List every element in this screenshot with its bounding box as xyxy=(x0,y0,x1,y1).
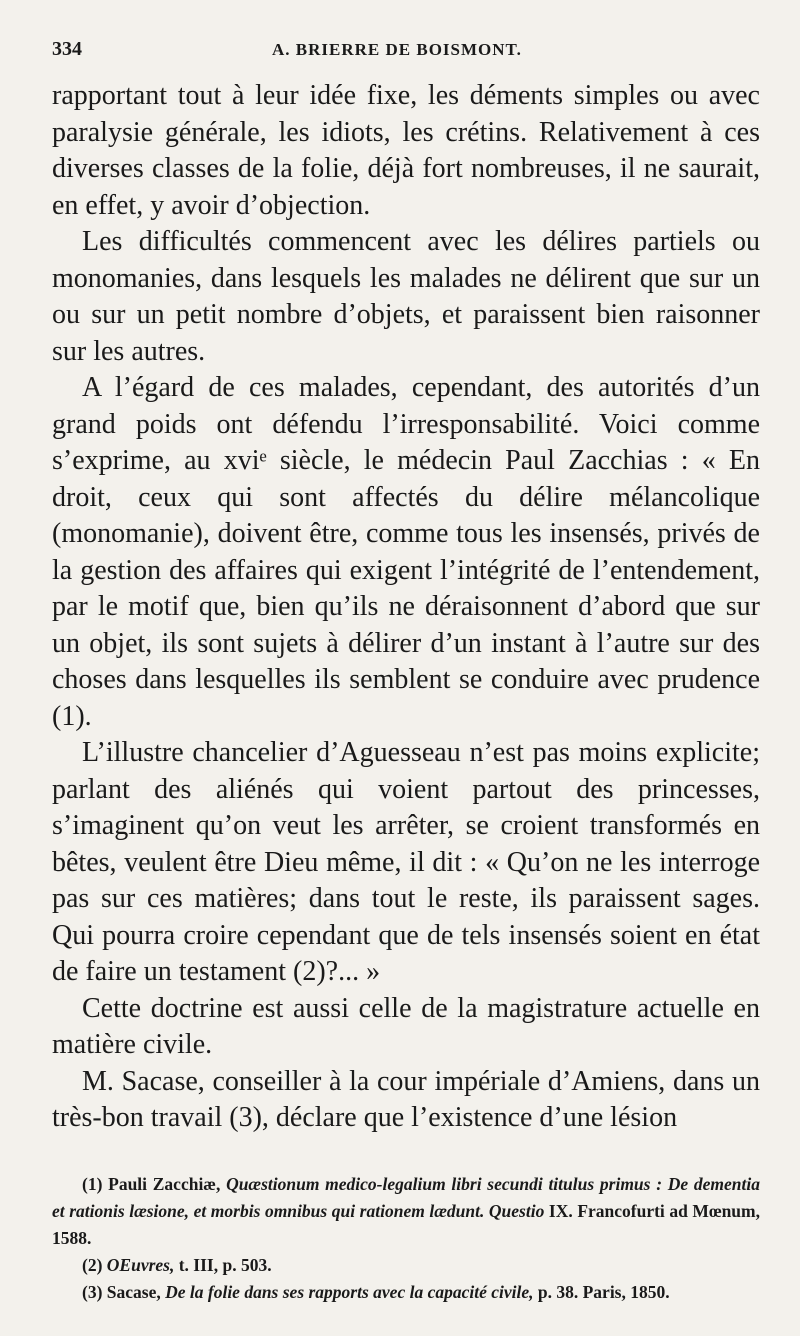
footnote-1-title: Quæstionum medico-legalium libri secundi titulus primus : De dementia et rationis læsione, et morbis omnibus qui rationem lædunt. Questio xyxy=(52,1173,760,1221)
page-header xyxy=(52,38,760,78)
paragraph-3: A l’égard de ces malades, cependant, des autorités d’un grand poids ont défendu l’irresponsabilité. Voici comme s’exprime, au xviᵉ siècle, le médecin Paul Zacchias : « En droit, ceux qui sont affectés du délire mélancolique (monomanie), doivent être, comme tous les insensés, privés de la gestion des affaires qui exigent l’intégrité de l’entendement, par le motif que, bien qu’ils ne déraisonnent d’abord que sur un objet, ils sont sujets à délirer d’un instant à l’autre sur des choses dans lesquelles ils semblent se conduire avec prudence (1). xyxy=(52,372,760,732)
page-number: 334 xyxy=(52,38,82,60)
footnote-2-title: OEuvres, xyxy=(106,1254,175,1275)
footnote-3-publication: p. 38. Paris, 1850. xyxy=(533,1281,670,1302)
footnote-1-publication: IX. Francofurti ad Mœnum, 1588. xyxy=(52,1200,760,1248)
footnote-3-source: (3) Sacase, xyxy=(82,1281,166,1302)
footnote-3 xyxy=(52,1279,760,1306)
body-text xyxy=(52,78,760,1137)
footnote-2 xyxy=(52,1252,760,1279)
paragraph-1: rapportant tout à leur idée fixe, les déments simples ou avec paralysie générale, les idiots, les crétins. Relativement à ces diverses classes de la folie, déjà fort nombreuses, il ne saurait, en effet, y avoir d’objection. xyxy=(52,80,760,221)
footnote-3-title: De la folie dans ses rapports avec la capacité civile, xyxy=(165,1281,534,1302)
paragraph-4: L’illustre chancelier d’Aguesseau n’est pas moins explicite; parlant des aliénés qui voient partout des princesses, s’imaginent qu’on veut les arrêter, se croient transformés en bêtes, veulent être Dieu même, il dit : « Qu’on ne les interroge pas sur ces matières; dans tout le reste, ils paraissent sages. Qui pourra croire cependant que de tels insensés soient en état de faire un testament (2)?... » xyxy=(52,737,760,987)
footnote-2-marker: (2) xyxy=(82,1254,107,1275)
paragraph-2: Les difficultés commencent avec les délires partiels ou monomanies, dans lesquels les malades ne délirent que sur un ou sur un petit nombre d’objets, et paraissent bien raisonner sur les autres. xyxy=(52,226,760,367)
running-head: A. BRIERRE DE BOISMONT. xyxy=(272,40,522,59)
paragraph-6: M. Sacase, conseiller à la cour impériale d’Amiens, dans un très-bon travail (3), déclare que l’existence d’une lésion xyxy=(52,1065,760,1133)
paragraph-5: Cette doctrine est aussi celle de la magistrature actuelle en matière civile. xyxy=(52,992,760,1060)
footnote-1-source: (1) Pauli Zacchiæ, xyxy=(82,1173,227,1194)
footnote-1 xyxy=(52,1171,760,1252)
footnote-2-reference: t. III, p. 503. xyxy=(174,1254,272,1275)
footnotes xyxy=(52,1171,760,1306)
